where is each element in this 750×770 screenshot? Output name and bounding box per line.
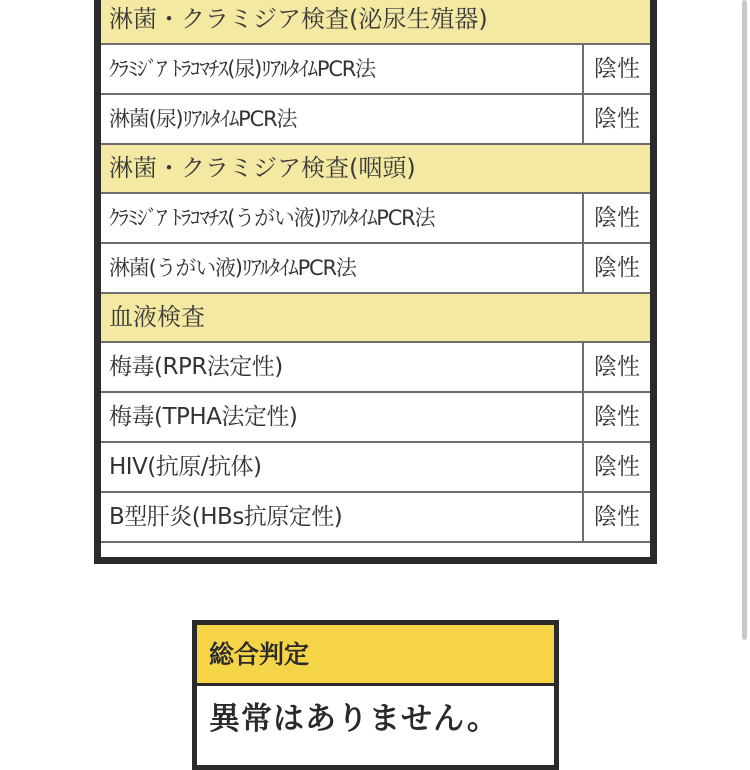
table-row [101, 493, 650, 543]
test-name: ｸﾗﾐｼﾞｱ ﾄﾗｺﾏﾁｽ(うがい液)ﾘｱﾙﾀｲﾑPCR法 [101, 194, 584, 242]
section-header-blood: 血液検査 [101, 294, 650, 343]
test-name: 梅毒(RPR法定性) [101, 343, 584, 391]
table-row [101, 244, 650, 294]
test-name: ｸﾗﾐｼﾞｱ ﾄﾗｺﾏﾁｽ(尿)ﾘｱﾙﾀｲﾑPCR法 [101, 45, 584, 93]
test-result: 陰性 [594, 255, 640, 281]
overall-verdict-box [192, 620, 559, 770]
section-header-urogenital: 淋菌・クラミジア検査(泌尿生殖器) [101, 0, 650, 45]
test-result: 陰性 [594, 504, 640, 530]
test-name: HIV(抗原/抗体) [101, 443, 584, 491]
test-result: 陰性 [594, 56, 640, 82]
test-result: 陰性 [594, 205, 640, 231]
test-result: 陰性 [594, 354, 640, 380]
test-name: 梅毒(TPHA法定性) [101, 393, 584, 441]
test-result: 陰性 [594, 404, 640, 430]
table-footer [101, 543, 650, 557]
test-result: 陰性 [594, 454, 640, 480]
test-result: 陰性 [594, 106, 640, 132]
table-row [101, 393, 650, 443]
section-header-pharynx: 淋菌・クラミジア検査(咽頭) [101, 145, 650, 194]
table-row [101, 45, 650, 95]
test-name: 淋菌(尿)ﾘｱﾙﾀｲﾑPCR法 [101, 95, 584, 143]
table-row [101, 343, 650, 393]
test-name: 淋菌(うがい液)ﾘｱﾙﾀｲﾑPCR法 [101, 244, 584, 292]
verdict-header: 総合判定 [197, 625, 554, 686]
test-name: B型肝炎(HBs抗原定性) [101, 493, 584, 541]
scrollbar[interactable] [742, 0, 747, 640]
table-row [101, 95, 650, 145]
results-table [94, 0, 657, 564]
table-row [101, 194, 650, 244]
verdict-text: 異常はありません。 [209, 701, 499, 737]
table-row [101, 443, 650, 493]
